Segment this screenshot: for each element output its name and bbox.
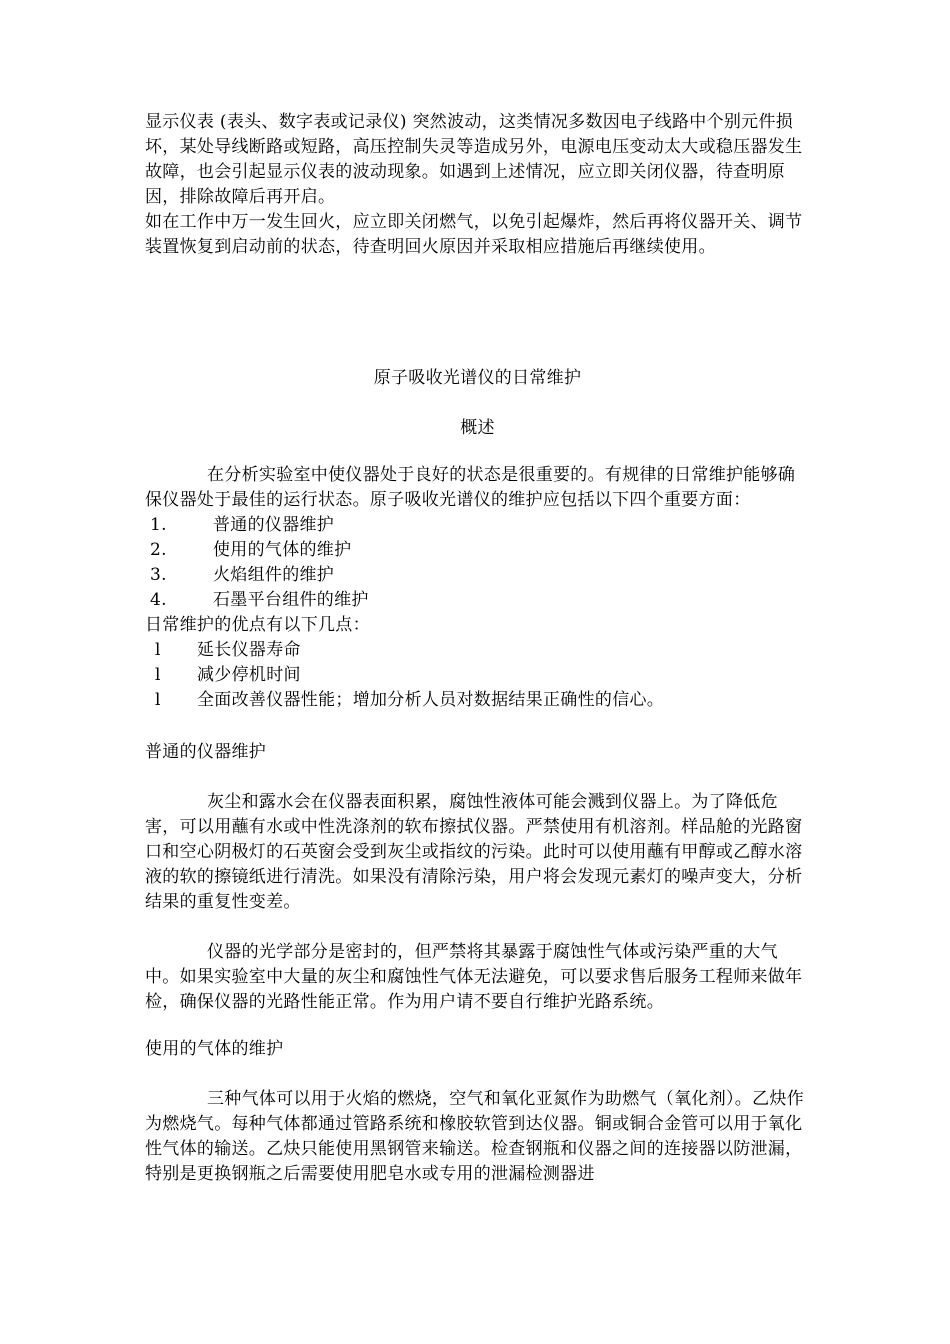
gas-maintenance-paragraph: 三种气体可以用于火焰的燃烧，空气和氧化亚氮作为助燃气（氧化剂）。乙炔作为燃烧气。每种气体都通过管路系统和橡胶软管到达仪器。铜或铜合金管可以用于氧化性气体的输送。乙炔只能使用黑钢管来输送。检查钢瓶和仪器之间的连接器以防泄漏，特别是更换钢瓶之后需要使用肥皂水或专用的泄漏检测器进 bbox=[145, 1089, 804, 1184]
list-item-number: 4. bbox=[150, 590, 167, 610]
list-item-text: 石墨平台组件的维护 bbox=[213, 590, 369, 610]
list-item-text: 全面改善仪器性能；增加分析人员对数据结果正确性的信心。 bbox=[197, 690, 665, 710]
list-item bbox=[145, 563, 810, 588]
document-title: 原子吸收光谱仪的日常维护 bbox=[373, 368, 582, 388]
overview-paragraph: 在分析实验室中使仪器处于良好的状态是很重要的。有规律的日常维护能够确保仪器处于最佳的运行状态。原子吸收光谱仪的维护应包括以下四个重要方面： bbox=[145, 465, 796, 510]
list-item bbox=[145, 588, 810, 613]
list-item-text: 火焰组件的维护 bbox=[213, 565, 335, 585]
general-maintenance-paragraph-2: 仪器的光学部分是密封的，但严禁将其暴露于腐蚀性气体或污染严重的大气中。如果实验室中大量的灰尘和腐蚀性气体无法避免，可以要求售后服务工程师来做年检，确保仪器的光路性能正常。作为用户请不要自行维护光路系统。 bbox=[145, 942, 803, 1012]
list-item bbox=[145, 538, 810, 563]
advantages-list bbox=[145, 638, 810, 713]
bullet-mark: l bbox=[155, 640, 161, 660]
list-item-text: 延长仪器寿命 bbox=[197, 640, 301, 660]
intro-paragraph-2: 如在工作中万一发生回火，应立即关闭燃气，以免引起爆炸，然后再将仪器开关、调节装置恢复到启动前的状态，待查明回火原因并采取相应措施后再继续使用。 bbox=[145, 212, 803, 257]
list-item-text: 普通的仪器维护 bbox=[213, 515, 335, 535]
bullet-mark: l bbox=[155, 665, 161, 685]
document-body bbox=[145, 110, 810, 1187]
list-item-number: 2. bbox=[150, 540, 167, 560]
overview-heading: 概述 bbox=[460, 418, 495, 438]
list-item-number: 3. bbox=[150, 565, 167, 585]
list-item bbox=[145, 513, 810, 538]
general-maintenance-heading: 普通的仪器维护 bbox=[145, 742, 267, 762]
list-item bbox=[145, 663, 810, 688]
list-item-text: 减少停机时间 bbox=[197, 665, 301, 685]
maintenance-aspects-list bbox=[145, 513, 810, 613]
intro-paragraph-1: 显示仪表 (表头、数字表或记录仪) 突然波动，这类情况多数因电子线路中个别元件损坏，某处导线断路或短路，高压控制失灵等造成另外，电源电压变动太大或稳压器发生故障，也会引起显示仪表的波动现象。如遇到上述情况，应立即关闭仪器，待查明原因，排除故障后再开启。 bbox=[145, 112, 803, 207]
bullet-mark: l bbox=[155, 690, 161, 710]
general-maintenance-paragraph-1: 灰尘和露水会在仪器表面积累，腐蚀性液体可能会溅到仪器上。为了降低危害，可以用蘸有水或中性洗涤剂的软布擦拭仪器。严禁使用有机溶剂。样品舱的光路窗口和空心阴极灯的石英窗会受到灰尘或指纹的污染。此时可以使用蘸有甲醇或乙醇水溶液的软的擦镜纸进行清洗。如果没有清除污染，用户将会发现元素灯的噪声变大，分析结果的重复性变差。 bbox=[145, 792, 803, 912]
advantages-intro: 日常维护的优点有以下几点： bbox=[145, 615, 370, 635]
list-item bbox=[145, 688, 810, 713]
gas-maintenance-heading: 使用的气体的维护 bbox=[145, 1039, 284, 1059]
list-item-text: 使用的气体的维护 bbox=[213, 540, 352, 560]
list-item-number: 1. bbox=[150, 515, 167, 535]
list-item bbox=[145, 638, 810, 663]
